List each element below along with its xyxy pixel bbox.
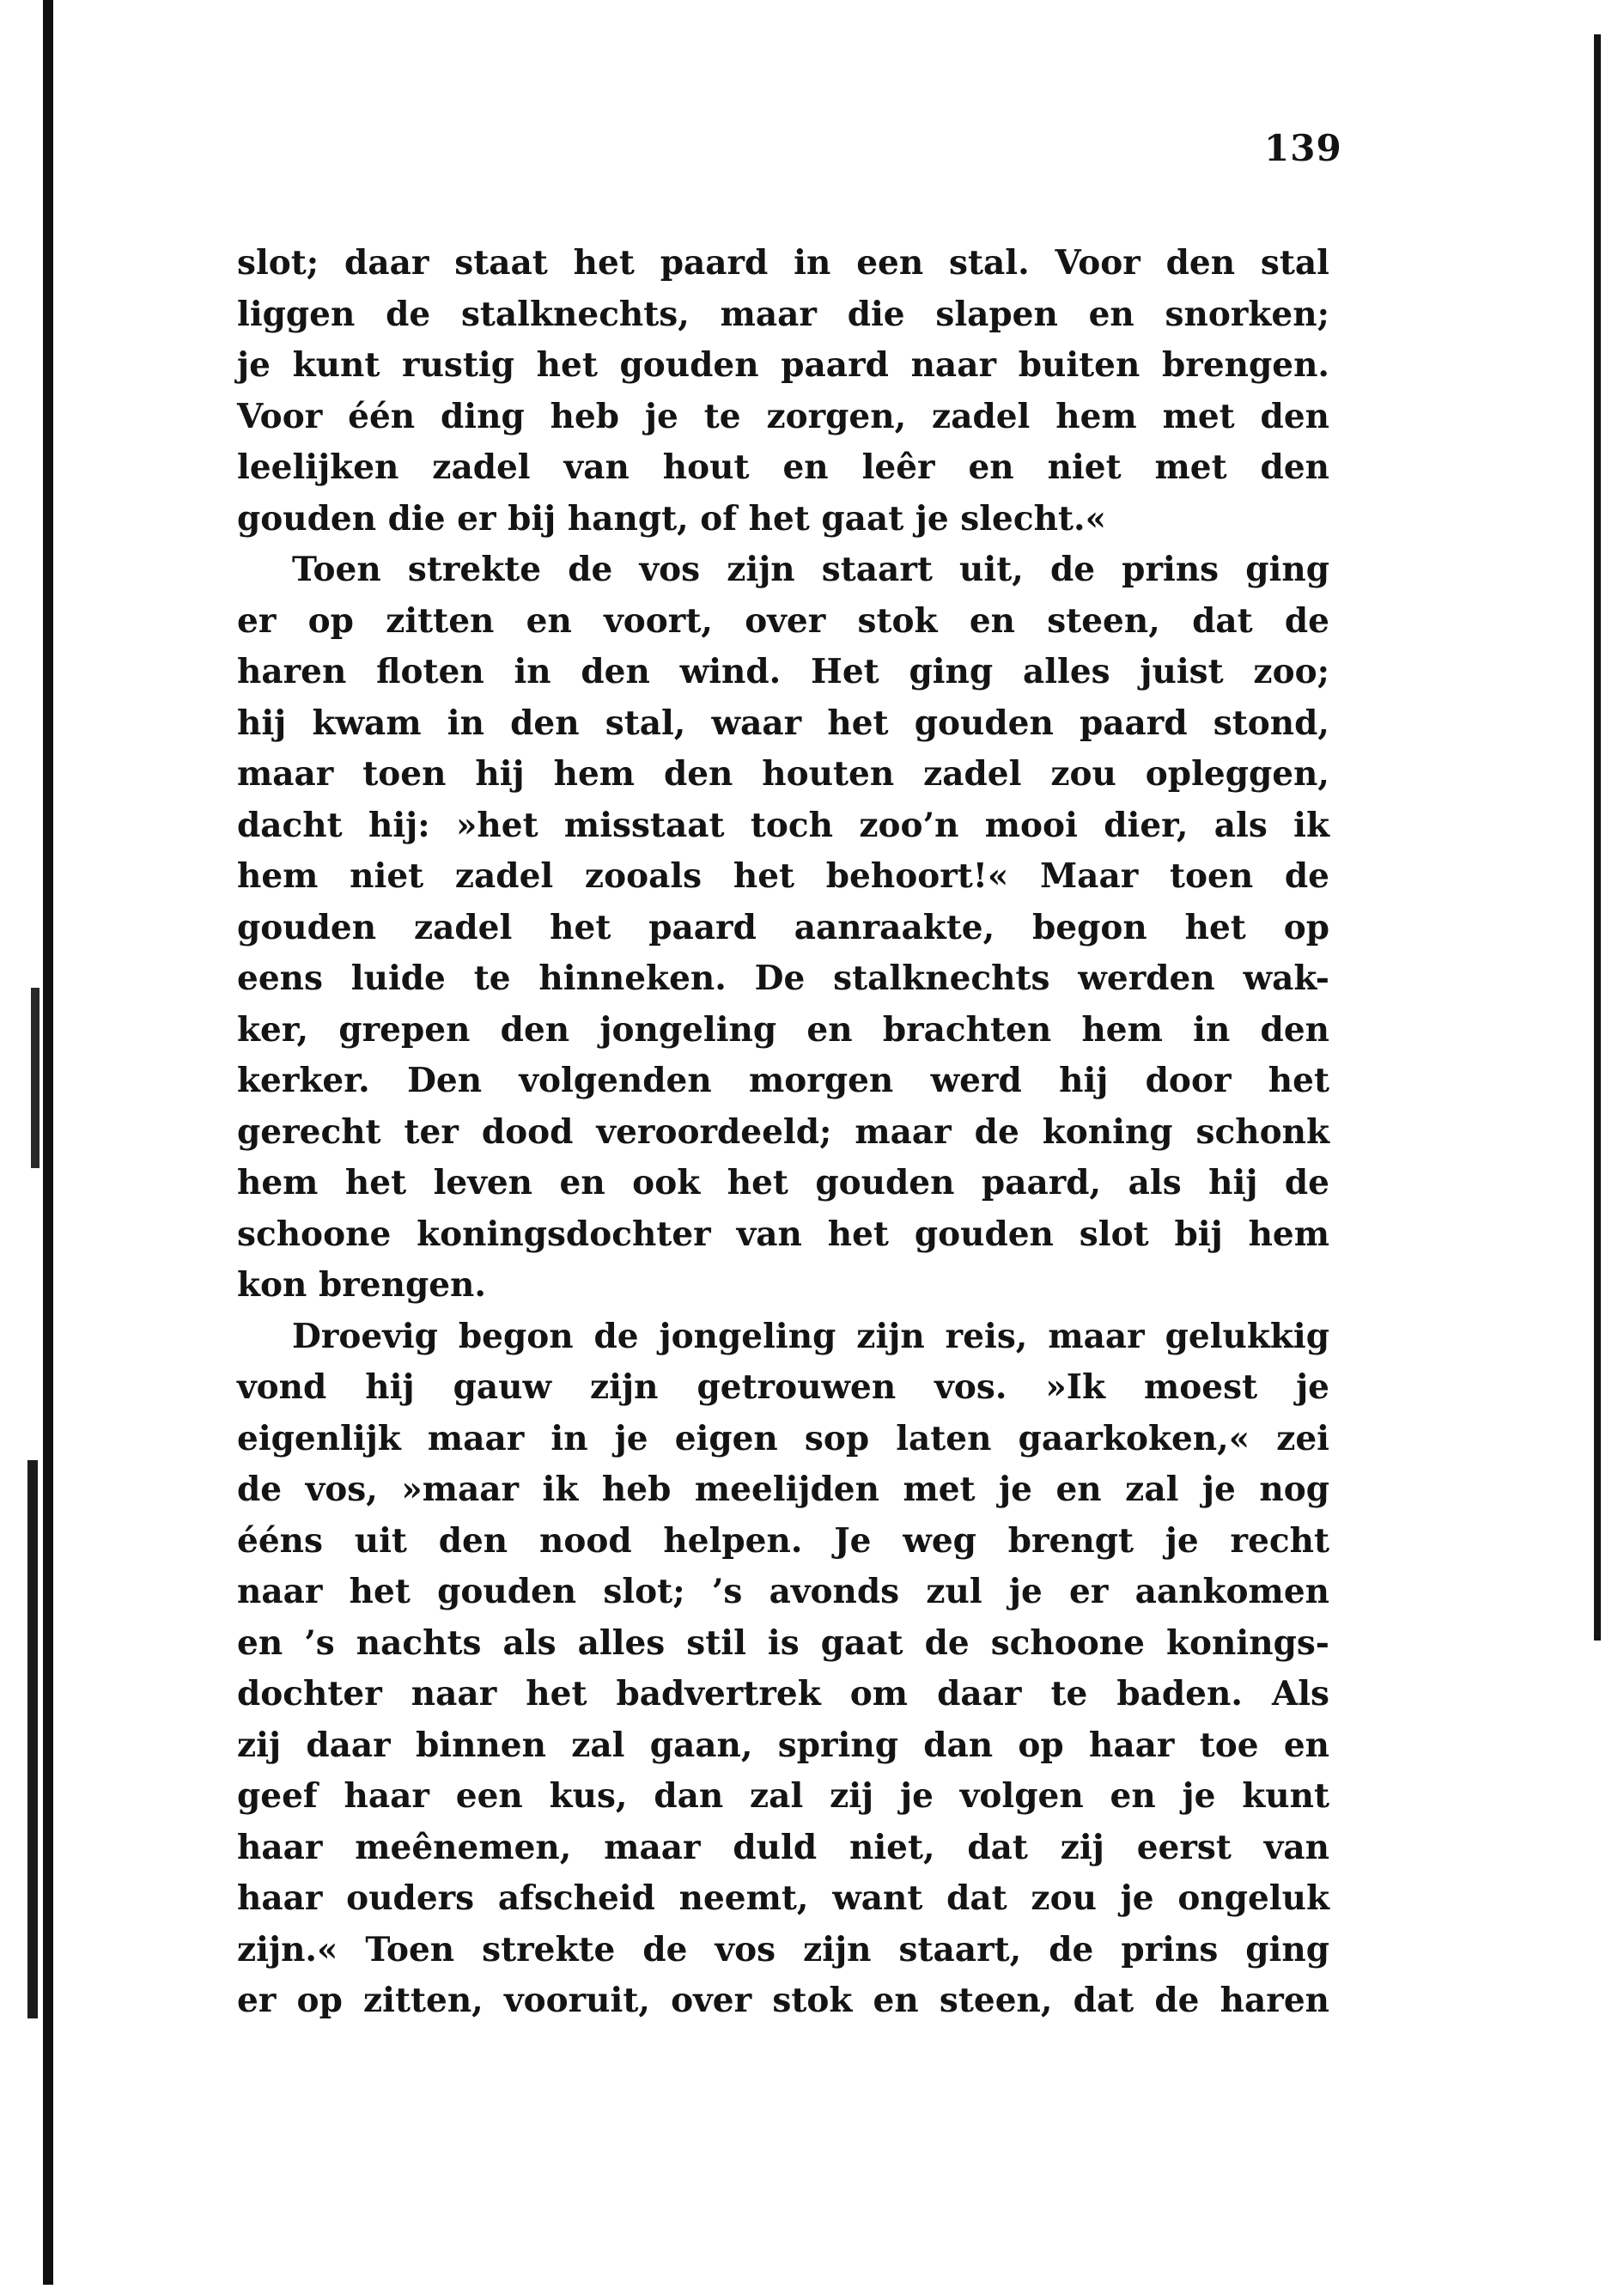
text-line: eigenlijk maar in je eigen sop laten gaarkoken,« zei — [237, 1418, 1329, 1458]
text-line: haar ouders afscheid neemt, want dat zou je ongeluk — [237, 1878, 1329, 1918]
text-line: leelijken zadel van hout en leêr en niet met den — [237, 447, 1329, 487]
text-line: schoone koningsdochter van het gouden slot bij hem — [237, 1214, 1329, 1254]
text-line: slot; daar staat het paard in een stal. Voor den stal — [237, 243, 1329, 283]
text-line: hem het leven en ook het gouden paard, als hij de — [237, 1163, 1329, 1202]
text-line: ker, grepen den jongeling en brachten hem in den — [237, 1009, 1329, 1050]
body-text — [237, 238, 1329, 2027]
scan-border-left — [43, 0, 53, 2285]
text-line: gerecht ter dood veroordeeld; maar de koning schonk — [237, 1111, 1329, 1152]
text-line: zij daar binnen zal gaan, spring dan op haar toe en — [237, 1725, 1329, 1765]
text-line: dochter naar het badvertrek om daar te baden. Als — [237, 1674, 1329, 1714]
text-line: ééns uit den nood helpen. Je weg brengt je recht — [237, 1520, 1329, 1561]
page-number: 139 — [1264, 127, 1342, 169]
text-line: de vos, »maar ik heb meelijden met je en zal je nog — [237, 1470, 1329, 1509]
text-line: er op zitten, vooruit, over stok en steen, dat de haren — [237, 1981, 1329, 2020]
text-line: hij kwam in den stal, waar het gouden paard stond, — [237, 703, 1329, 743]
scan-border-right — [1594, 34, 1601, 1641]
text-line: gouden zadel het paard aanraakte, begon het op — [237, 907, 1329, 947]
text-line: en ’s nachts als alles stil is gaat de schoone konings- — [237, 1622, 1329, 1663]
text-line: kon brengen. — [237, 1265, 486, 1305]
text-line: er op zitten en voort, over stok en steen, dat de — [237, 600, 1329, 641]
text-line: haren floten in den wind. Het ging alles juist zoo; — [237, 652, 1329, 691]
text-line: liggen de stalknechts, maar die slapen en snorken; — [237, 294, 1329, 334]
text-line: hem niet zadel zooals het behoort!« Maar toen de — [237, 856, 1329, 896]
text-line: eens luide te hinneken. De stalknechts werden wak- — [237, 959, 1329, 998]
text-line: zijn.« Toen strekte de vos zijn staart, de prins ging — [237, 1929, 1329, 1969]
text-line: dacht hij: »het misstaat toch zoo’n mooi dier, als ik — [237, 805, 1329, 845]
text-line: Voor één ding heb je te zorgen, zadel hem met den — [237, 396, 1329, 436]
text-line: vond hij gauw zijn getrouwen vos. »Ik moest je — [237, 1367, 1329, 1407]
text-line: gouden die er bij hangt, of het gaat je slecht.« — [237, 498, 1106, 539]
text-line: haar meênemen, maar duld niet, dat zij eerst van — [237, 1827, 1329, 1867]
text-line: Droevig begon de jongeling zijn reis, maar gelukkig — [292, 1316, 1329, 1356]
text-line: geef haar een kus, dan zal zij je volgen en je kunt — [237, 1776, 1329, 1816]
text-line: Toen strekte de vos zijn staart uit, de prins ging — [292, 550, 1329, 589]
text-line: naar het gouden slot; ’s avonds zul je er aankomen — [237, 1572, 1329, 1611]
text-line: maar toen hij hem den houten zadel zou opleggen, — [237, 754, 1329, 794]
text-line: je kunt rustig het gouden paard naar buiten brengen. — [237, 345, 1329, 385]
text-line: kerker. Den volgenden morgen werd hij door het — [237, 1061, 1329, 1100]
